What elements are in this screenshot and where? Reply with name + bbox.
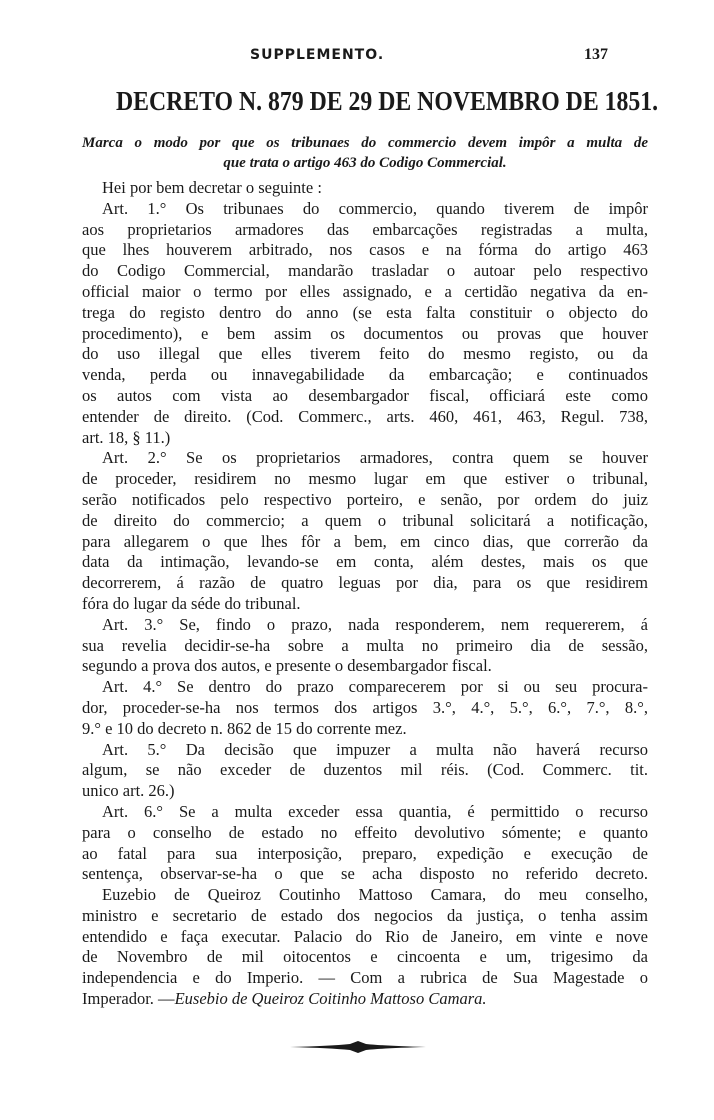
text-line: aos proprietarios armadores das embarcações registradas a multa, bbox=[82, 219, 648, 239]
text-line: procedimento), e bem assim os documentos ou provas que houver bbox=[82, 323, 648, 343]
text-line: Art. 6.° Se a multa exceder essa quantia, é permittido o recurso bbox=[102, 801, 648, 821]
running-head bbox=[0, 47, 714, 69]
text-line: do Codigo Commercial, mandarão trasladar o autoar pelo respectivo bbox=[82, 261, 648, 281]
running-head-title: SUPPLEMENTO. bbox=[250, 47, 385, 63]
text-line: segundo a prova dos autos, e presente o desembargador fiscal. bbox=[82, 656, 492, 676]
decree-title: DECRETO N. 879 DE 29 DE NOVEMBRO DE 1851. bbox=[115, 86, 659, 116]
text-line: 9.° e 10 do decreto n. 862 de 15 do corrente mez. bbox=[82, 718, 407, 738]
text-line: para o conselho de estado no effeito devolutivo sómente; e quanto bbox=[82, 822, 648, 842]
text-line: entendido e faça executar. Palacio do Rio de Janeiro, em vinte e nove bbox=[82, 926, 648, 946]
text-line: art. 18, § 11.) bbox=[82, 427, 171, 447]
text-line: Hei por bem decretar o seguinte : bbox=[102, 178, 322, 197]
text-line: Art. 3.° Se, findo o prazo, nada responderem, nem requererem, á bbox=[102, 614, 648, 634]
summary-line: Marca o modo por que os tribunaes do commercio devem impôr a multa de bbox=[82, 135, 648, 151]
page-number: 137 bbox=[584, 46, 608, 63]
decree-body bbox=[82, 178, 648, 1010]
text-line: trega do registo dentro do anno (se esta falta constituir o objecto do bbox=[82, 302, 648, 322]
text-line: de proceder, residirem no mesmo lugar em que estiver o tribunal, bbox=[82, 469, 648, 489]
text-line: sua revelia decidir-se-ha sobre a multa no primeiro dia de sessão, bbox=[82, 635, 648, 655]
text-line: Art. 1.° Os tribunaes do commercio, quando tiverem de impôr bbox=[102, 198, 648, 218]
text-line: independencia e do Imperio. — Com a rubrica de Sua Magestade o bbox=[82, 968, 648, 988]
text-line: unico art. 26.) bbox=[82, 781, 175, 801]
closing-prefix: Imperador. — bbox=[82, 989, 175, 1009]
text-line: decorrerem, á razão de quatro leguas por dia, para os que residirem bbox=[82, 573, 648, 593]
text-line: algum, se não exceder de duzentos mil réis. (Cod. Commerc. tit. bbox=[82, 760, 648, 780]
text-line: para allegarem o que lhes fôr a bem, em cinco dias, que correrão da bbox=[82, 531, 648, 551]
text-line: ministro e secretario de estado dos negocios da justiça, o tenha assim bbox=[82, 905, 648, 925]
text-line: Art. 4.° Se dentro do prazo comparecerem por si ou seu procura- bbox=[102, 677, 648, 697]
text-line: de direito do commercio; a quem o tribunal solicitará a notificação, bbox=[82, 510, 648, 530]
text-line: de Novembro de mil oitocentos e cincoenta e um, trigesimo da bbox=[82, 947, 648, 967]
text-line: venda, perda ou innavegabilidade da embarcação; e continuados bbox=[82, 365, 648, 385]
signature: Eusebio de Queiroz Coitinho Mattoso Camara. bbox=[174, 989, 487, 1009]
text-line: os autos com vista ao desembargador fiscal, officiará este como bbox=[82, 385, 648, 405]
text-line: serão notificados pelo respectivo porteiro, e senão, por ordem do juiz bbox=[82, 489, 648, 509]
text-line: fóra do lugar da séde do tribunal. bbox=[82, 593, 301, 613]
text-line: sentença, observar-se-ha o que se acha disposto no referido decreto. bbox=[82, 864, 648, 884]
text-line: ao fatal para sua interposição, preparo, expedição e execução de bbox=[82, 843, 648, 863]
decree-summary bbox=[82, 133, 648, 173]
text-line: Art. 2.° Se os proprietarios armadores, contra quem se houver bbox=[102, 448, 648, 468]
text-line: entender de direito. (Cod. Commerc., arts. 460, 461, 463, Regul. 738, bbox=[82, 406, 648, 426]
text-line: que lhes houverem arbitrado, nos casos e na fórma do artigo 463 bbox=[82, 240, 648, 260]
summary-line: que trata o artigo 463 do Codigo Commercial. bbox=[223, 155, 507, 171]
text-line: Art. 5.° Da decisão que impuzer a multa não haverá recurso bbox=[102, 739, 648, 759]
closing-line bbox=[82, 989, 648, 1010]
text-line: do uso illegal que elles tiverem feito do mesmo registo, ou da bbox=[82, 344, 648, 364]
printer-ornament-icon bbox=[290, 1041, 426, 1053]
text-line: dor, proceder-se-ha nos termos dos artigos 3.°, 4.°, 5.°, 6.°, 7.°, 8.°, bbox=[82, 697, 648, 717]
text-line: Euzebio de Queiroz Coutinho Mattoso Camara, do meu conselho, bbox=[102, 885, 648, 905]
text-line: data da intimação, levando-se em conta, além destes, mais os que bbox=[82, 552, 648, 572]
text-line: official maior o termo por elles assignado, e a certidão negativa da en- bbox=[82, 281, 648, 301]
